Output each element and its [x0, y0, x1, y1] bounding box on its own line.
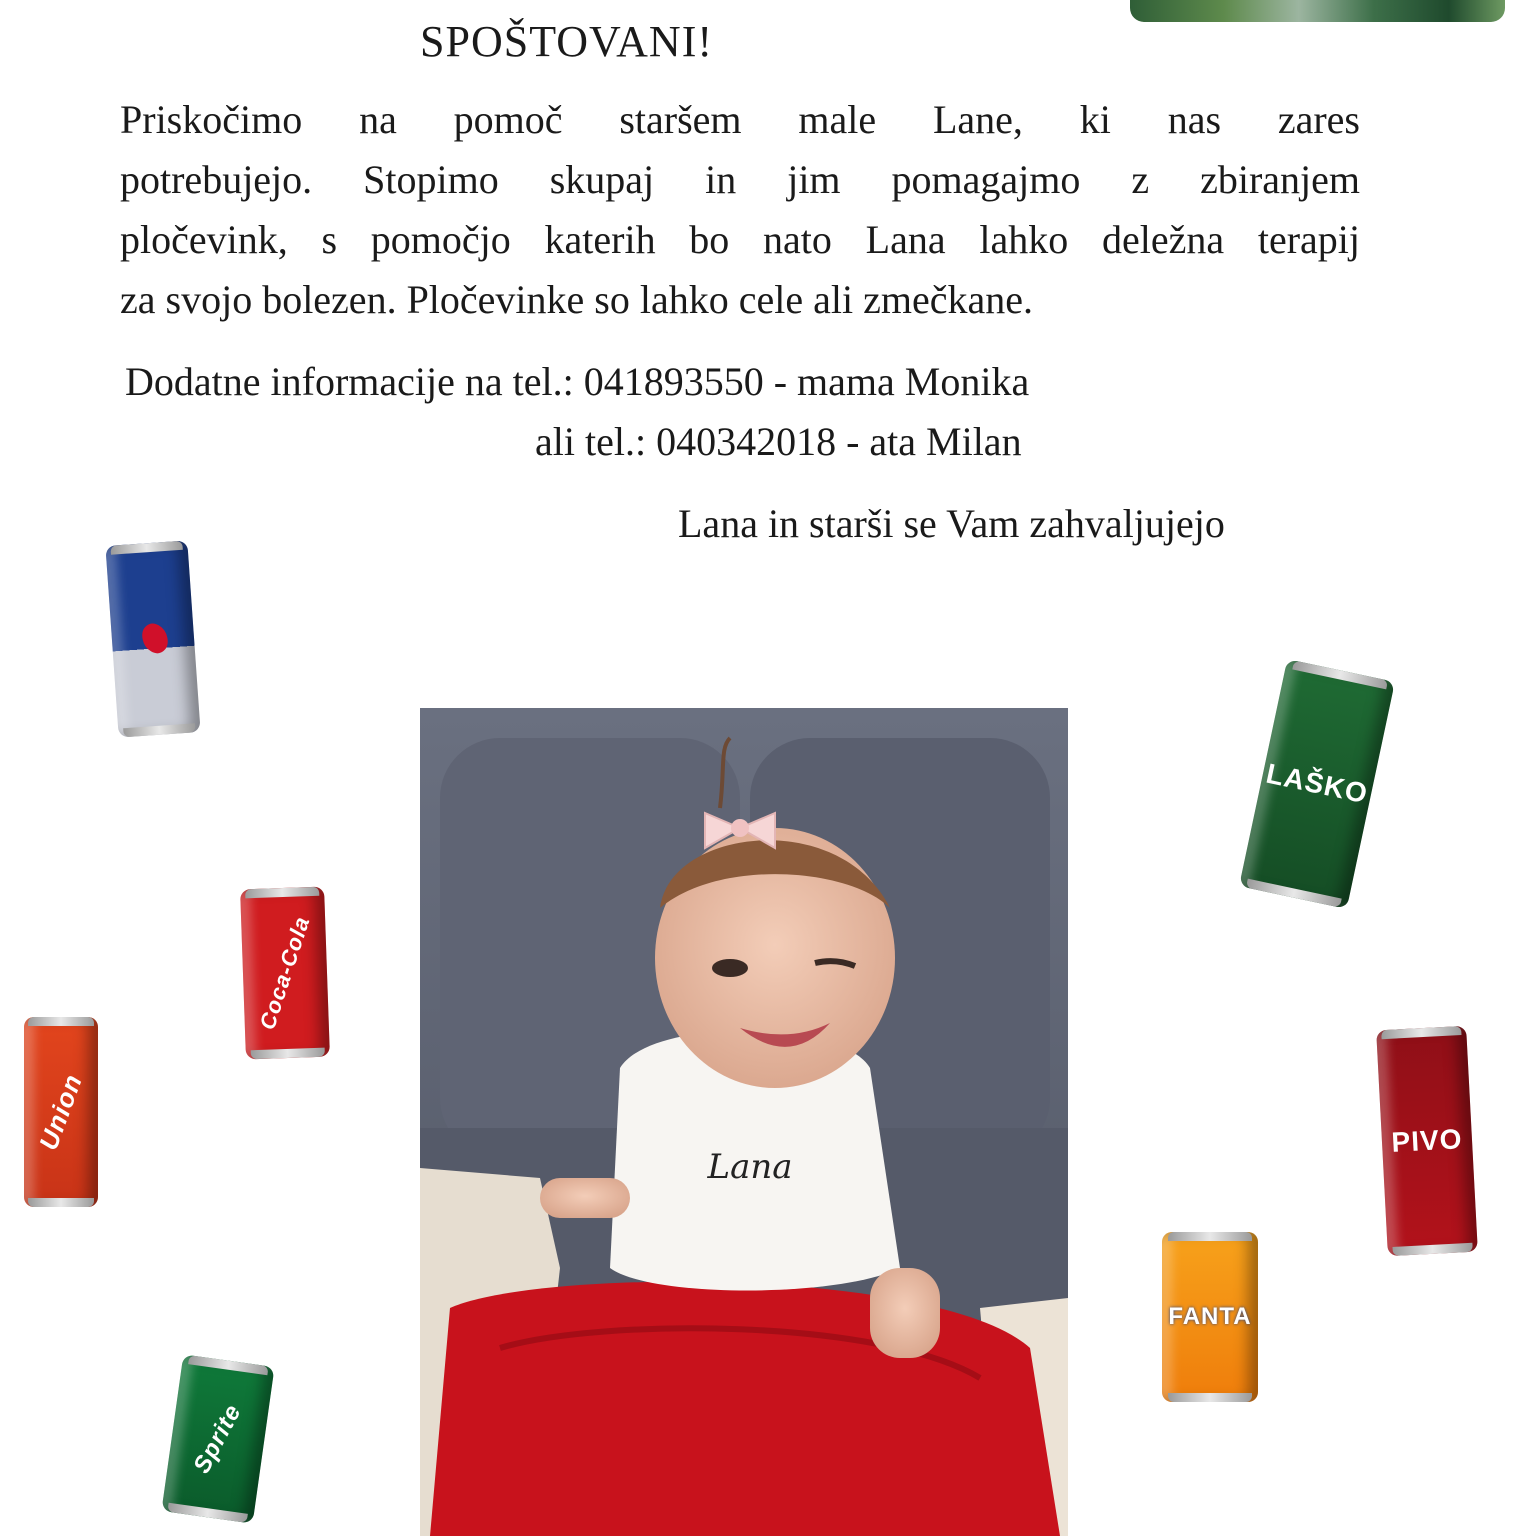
contact-line-mother: Dodatne informacije na tel.: 041893550 - mama Monika: [125, 359, 1030, 404]
lasko-can-image: [1239, 659, 1395, 909]
pivo-can-image: [1376, 1026, 1478, 1256]
sprite-can-label: Sprite: [188, 1399, 247, 1478]
union-can-label: Union: [32, 1069, 89, 1154]
child-photo-illustration: [420, 708, 1068, 1536]
paragraph-line: za svojo bolezen. Pločevinke so lahko cele ali zmečkane.: [120, 277, 1033, 322]
lasko-can-label: LAŠKO: [1263, 757, 1371, 810]
red-bull-can-image: [105, 540, 200, 737]
fanta-can-image: [1162, 1232, 1258, 1402]
contact-line-father: ali tel.: 040342018 - ata Milan: [535, 419, 1022, 464]
paragraph-line: Priskočimo na pomoč staršem male Lane, ki nas zares: [120, 97, 1360, 142]
fanta-can-label: FANTA: [1168, 1303, 1252, 1330]
coca-cola-can-image: [240, 887, 330, 1060]
child-photo: [420, 708, 1068, 1536]
red-bull-logo-icon: ⬤: [133, 620, 172, 658]
notice-paragraph: [120, 90, 1360, 330]
corner-decoration-image: [1130, 0, 1505, 22]
signoff-text: Lana in starši se Vam zahvaljujejo: [678, 501, 1225, 546]
notice-heading: SPOŠTOVANI!: [420, 17, 714, 66]
coca-cola-can-label: Coca-Cola: [254, 912, 315, 1033]
paragraph-line: potrebujejo. Stopimo skupaj in jim pomagajmo z zbiranjem: [120, 157, 1360, 202]
sprite-can-image: [161, 1354, 274, 1523]
union-can-image: [24, 1017, 98, 1207]
pivo-can-label: PIVO: [1390, 1123, 1464, 1158]
shirt-text: Lana: [707, 1147, 793, 1187]
paragraph-line: pločevink, s pomočjo katerih bo nato Lana lahko deležna terapij: [120, 217, 1360, 262]
